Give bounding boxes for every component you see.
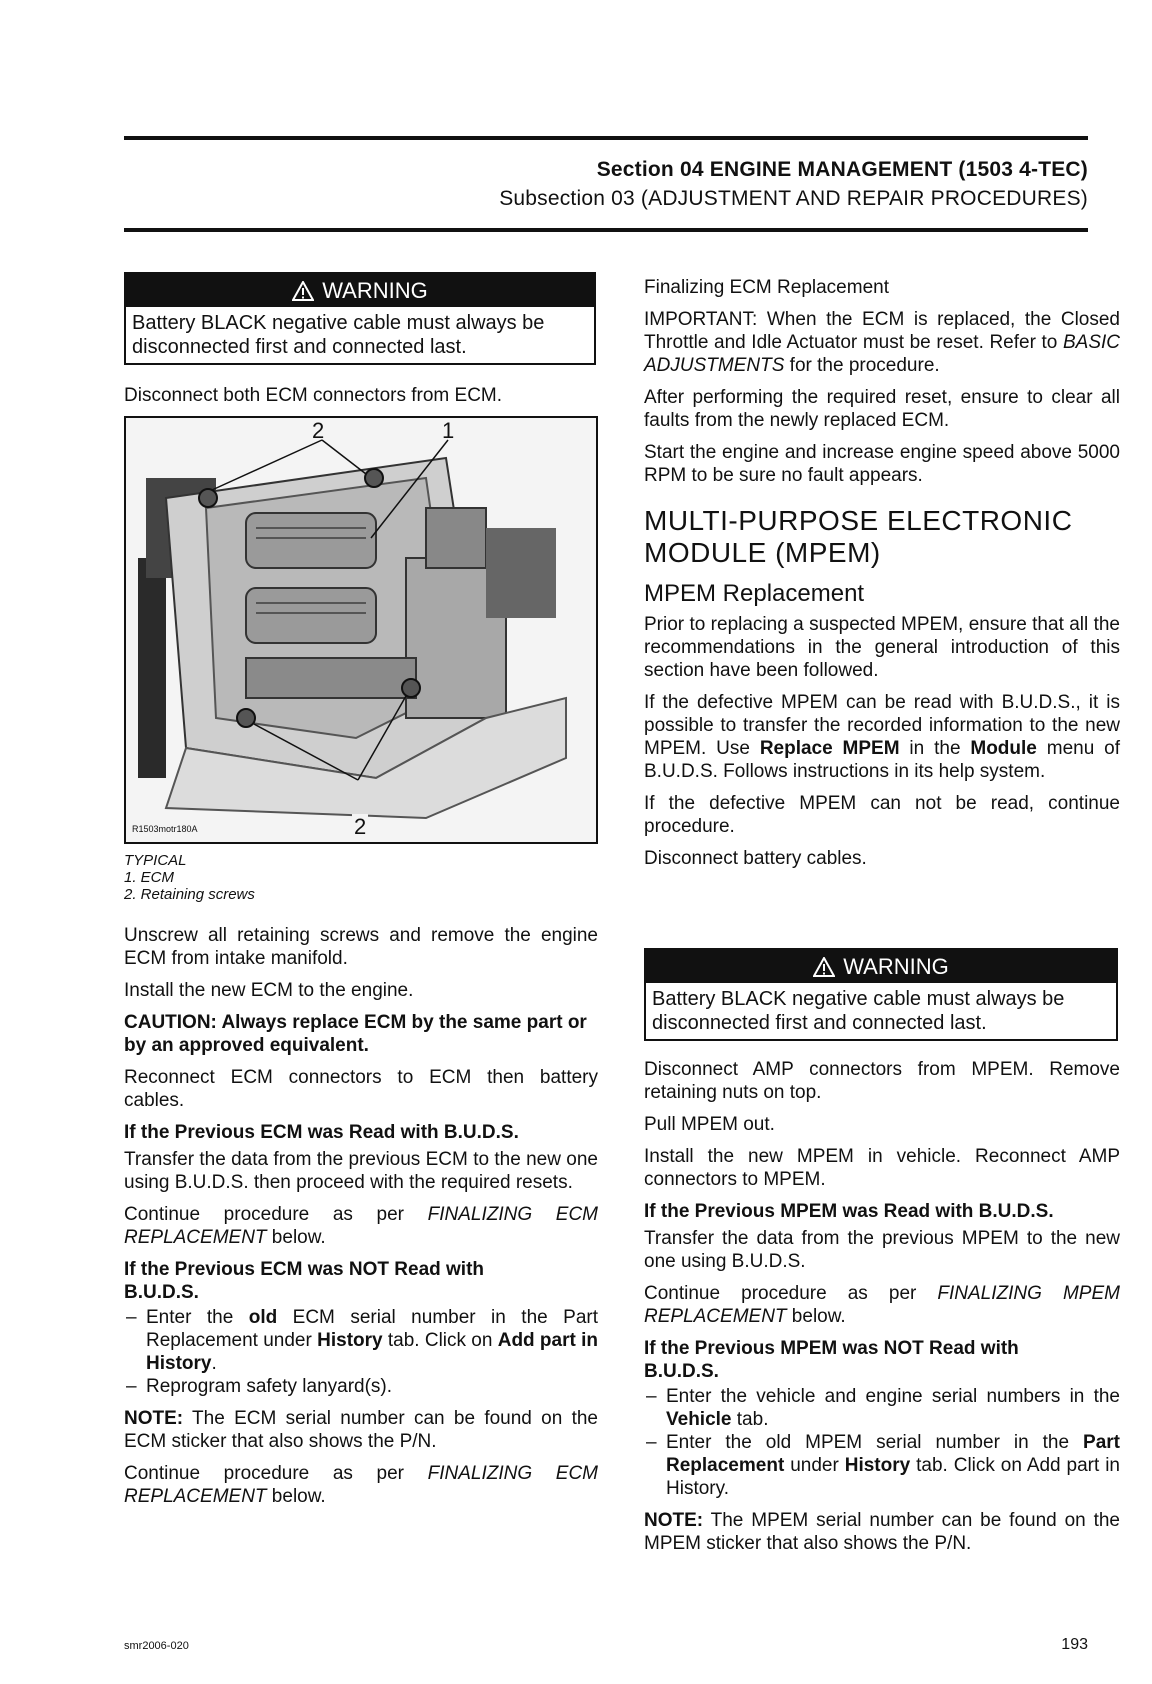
note-ecm-serial [124, 1407, 598, 1453]
li1-text-2: old [248, 1307, 278, 1328]
heading-previous-ecm-not-read: If the Previous ECM was NOT Read with B.U.D.S. [124, 1259, 485, 1303]
warning-box-2 [644, 948, 1118, 1041]
warning-text-2: Battery BLACK negative cable must always be disconnected first and connected last. [652, 988, 1065, 1034]
paragraph-unscrew: Unscrew all retaining screws and remove the engine ECM from intake manifold. [124, 925, 598, 969]
mli2-text-5: tab. Click on Add part in History. [666, 1455, 1120, 1499]
warning-title: WARNING [322, 278, 428, 303]
continue-mpem-ref: FINALIZING MPEM REPLACEMENT [644, 1283, 1120, 1327]
paragraph-after-reset: After performing the required reset, ensure to clear all faults from the newly replaced ECM. [644, 387, 1120, 431]
paragraph-important [644, 308, 1120, 377]
paragraph-continue-2 [124, 1462, 598, 1508]
continue-1-pre: Continue procedure as per [124, 1204, 428, 1225]
paragraph-install-mpem: Install the new MPEM in vehicle. Reconnect AMP connectors to MPEM. [644, 1146, 1120, 1190]
list-item: – Reprogram safety lanyard(s). [124, 1375, 598, 1398]
paragraph-reconnect: Reconnect ECM connectors to ECM then battery cables. [124, 1067, 598, 1111]
continue-2-post: below. [266, 1486, 326, 1507]
li1-text-1: Enter the [146, 1307, 249, 1328]
left-text-flow [124, 924, 598, 1508]
paragraph-prior: Prior to replacing a suspected MPEM, ensure that all the recommendations in the general introduction of this section have been followed. [644, 614, 1120, 681]
ecm-not-read-list [124, 1306, 598, 1398]
mli1-text-2: Vehicle [666, 1409, 732, 1430]
important-text-4: BASIC ADJUSTMENTS [644, 332, 1120, 376]
heading-previous-mpem-not-read: If the Previous MPEM was NOT Read with B.U.D.S. [644, 1338, 1019, 1382]
paragraph-continue-1 [124, 1203, 598, 1249]
list-item [644, 1431, 1120, 1500]
ifdef-text-4: Module [970, 738, 1037, 759]
mli1-text-1: Enter the vehicle and engine serial numbers in the [666, 1386, 1120, 1407]
mli2-text-1: Enter the old MPEM serial number in the [666, 1432, 1084, 1453]
continue-mpem-pre: Continue procedure as per [644, 1283, 938, 1304]
right-text-flow-bottom [644, 1058, 1120, 1555]
note-text: The ECM serial number can be found on the ECM sticker that also shows the P/N. [124, 1408, 598, 1452]
mli1-text-3: tab. [731, 1409, 769, 1430]
figure-caption [124, 852, 255, 903]
li1-text-6: Add part in History [146, 1330, 598, 1374]
header-bottom-rule [124, 228, 1088, 232]
ecm-figure [124, 416, 598, 844]
important-label: IMPORTANT: [644, 309, 758, 330]
paragraph-transfer: Transfer the data from the previous ECM to the new one using B.U.D.S. then proceed with the required resets. [124, 1149, 598, 1193]
mpem-not-read-list [644, 1385, 1120, 1500]
warning-text: Battery BLACK negative cable must always be disconnected first and connected last. [132, 312, 545, 358]
paragraph-transfer-mpem: Transfer the data from the previous MPEM to the new one using B.U.D.S. [644, 1228, 1120, 1272]
paragraph-disconnect-battery: Disconnect battery cables. [644, 848, 867, 869]
right-text-flow-top [644, 276, 1120, 870]
note-mpem-serial [644, 1509, 1120, 1555]
paragraph-if-not-read: If the defective MPEM can not be read, continue procedure. [644, 793, 1120, 837]
list-item [124, 1306, 598, 1375]
ecm-photo-illustration [126, 418, 596, 842]
subsection-title: Subsection 03 (ADJUSTMENT AND REPAIR PROCEDURES) [499, 187, 1088, 210]
caution-note [124, 1011, 598, 1057]
li1-text-4: History [317, 1330, 383, 1351]
caption-title: TYPICAL [124, 852, 187, 869]
list-item [644, 1385, 1120, 1431]
heading-previous-mpem-read: If the Previous MPEM was Read with B.U.D.S. [644, 1201, 1054, 1222]
mli2-text-3: under [784, 1455, 845, 1476]
caution-text: Always replace ECM by the same part or by an approved equivalent. [124, 1012, 587, 1056]
mli2-text-2: Part Replacement [666, 1432, 1120, 1476]
warning-box [124, 272, 596, 365]
subtitle-mpem-replacement: MPEM Replacement [644, 580, 865, 607]
caption-item-1: 1. ECM [124, 869, 175, 886]
note-text-mpem: The MPEM serial number can be found on the MPEM sticker that also shows the P/N. [644, 1510, 1120, 1554]
callout-2-bottom: 2 [354, 814, 367, 839]
figure-ref-code: R1503motr180A [132, 824, 198, 834]
important-text-1: When the ECM is replaced, the [757, 309, 1061, 330]
ifdef-text-2: Replace MPEM [759, 738, 900, 759]
warning-triangle-icon [813, 957, 835, 977]
warning-title-2: WARNING [843, 954, 949, 979]
paragraph-disconnect: Disconnect both ECM connectors from ECM. [124, 385, 503, 406]
paragraph-disconnect-amp: Disconnect AMP connectors from MPEM. Remove retaining nuts on top. [644, 1059, 1120, 1103]
note-label: NOTE: [124, 1408, 184, 1429]
paragraph-install: Install the new ECM to the engine. [124, 980, 414, 1001]
ifdef-text-5: menu of B.U.D.S. Follows instructions in its help system. [644, 738, 1120, 782]
paragraph-if-defective-read [644, 691, 1120, 783]
callout-1-top: 1 [442, 418, 455, 443]
caution-label: CAUTION: [124, 1012, 217, 1033]
li1-text-3: ECM serial number in the Part Replacement under [146, 1307, 598, 1351]
title-mpem: MULTI-PURPOSE ELECTRONIC MODULE (MPEM) [644, 505, 1073, 568]
warning-header [126, 274, 594, 307]
continue-2-pre: Continue procedure as per [124, 1463, 428, 1484]
important-text-3: must be reset. Refer to [857, 332, 1063, 353]
section-title: Section 04 ENGINE MANAGEMENT (1503 4-TEC) [596, 158, 1088, 181]
callout-2-top: 2 [312, 418, 325, 443]
footer-doc-code: smr2006-020 [124, 1640, 189, 1652]
li1-text-7: . [211, 1353, 217, 1374]
paragraph-pull-mpem: Pull MPEM out. [644, 1114, 775, 1135]
continue-1-ref: FINALIZING ECM REPLACEMENT [124, 1204, 598, 1248]
heading-previous-ecm-read: If the Previous ECM was Read with B.U.D.S. [124, 1122, 519, 1143]
li1-text-5: tab. Click on [382, 1330, 498, 1351]
paragraph-start-engine: Start the engine and increase engine speed above 5000 RPM to be sure no fault appears. [644, 442, 1120, 486]
ifdef-text-3: in the [899, 738, 971, 759]
important-text-2: Closed Throttle and Idle Actuator [644, 309, 1120, 353]
continue-mpem-post: below. [786, 1306, 846, 1327]
warning-triangle-icon [292, 281, 314, 301]
caption-item-2: 2. Retaining screws [124, 886, 255, 903]
header-top-rule [124, 136, 1088, 140]
heading-finalizing-ecm: Finalizing ECM Replacement [644, 277, 889, 298]
ifdef-text-1: If the defective MPEM can be read with B.U.D.S., it is possible to transfer the recorded information to the new MPEM. Use [644, 692, 1120, 759]
continue-1-post: below. [266, 1227, 326, 1248]
warning-header-2 [646, 950, 1116, 983]
paragraph-continue-mpem [644, 1282, 1120, 1328]
continue-2-ref: FINALIZING ECM REPLACEMENT [124, 1463, 598, 1507]
important-text-5: for the procedure. [784, 355, 940, 376]
mli2-text-4: History [844, 1455, 911, 1476]
note-label-mpem: NOTE: [644, 1510, 704, 1531]
page-number: 193 [1061, 1636, 1088, 1653]
